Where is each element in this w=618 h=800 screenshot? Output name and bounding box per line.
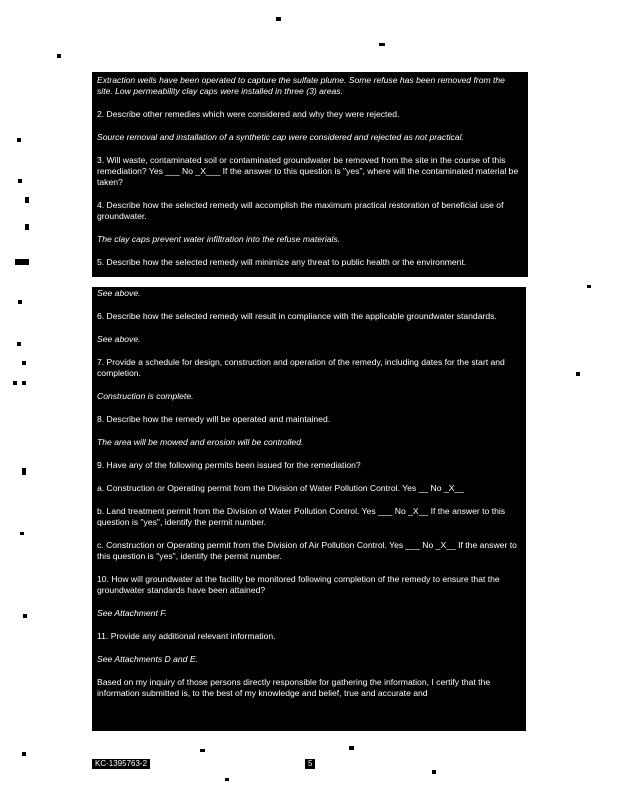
scan-speck xyxy=(22,752,26,756)
question-2: 2. Describe other remedies which were considered and why they were rejected. xyxy=(97,109,400,119)
scan-speck xyxy=(432,770,436,774)
answer-2: Source removal and installation of a synthetic cap were considered and rejected as not practical. xyxy=(97,132,464,142)
answer-7: Construction is complete. xyxy=(97,391,194,401)
question-11: 11. Provide any additional relevant information. xyxy=(97,631,276,641)
question-8: 8. Describe how the remedy will be operated and maintained. xyxy=(97,414,331,424)
scan-speck xyxy=(587,285,591,288)
answer-8: The area will be mowed and erosion will be controlled. xyxy=(97,437,304,447)
scan-speck xyxy=(576,372,580,376)
question-3: 3. Will waste, contaminated soil or contaminated groundwater be removed from the site in the course of this remediation? Yes ___ No _X___ If the answer to this question is "yes", where will the contaminated material be taken? xyxy=(97,155,519,187)
scan-speck xyxy=(22,468,26,475)
scan-speck xyxy=(13,381,17,385)
scan-speck xyxy=(276,17,281,21)
question-9b: b. Land treatment permit from the Division of Water Pollution Control. Yes ___ No _X__ If the answer to this question is "yes", identify the permit number. xyxy=(97,506,506,527)
question-10: 10. How will groundwater at the facility be monitored following completion of the remedy to ensure that the groundwater standards have been attained? xyxy=(97,574,500,595)
answer-5: See above. xyxy=(97,288,141,298)
scan-speck xyxy=(18,179,22,183)
scan-speck xyxy=(20,532,24,535)
question-6: 6. Describe how the selected remedy will result in compliance with the applicable groundwater standards. xyxy=(97,311,497,321)
scan-speck xyxy=(23,614,27,618)
page-number: 5 xyxy=(305,759,315,769)
scan-speck xyxy=(17,342,21,346)
paragraph-remedy-summary: Extraction wells have been operated to capture the sulfate plume. Some refuse has been removed from the site. Low permeability clay caps were installed in three (3) areas. xyxy=(97,75,505,96)
scan-speck xyxy=(379,43,385,46)
scan-speck xyxy=(57,54,61,58)
scan-speck xyxy=(225,778,229,781)
document-text-block-main xyxy=(92,287,526,731)
scan-speck xyxy=(15,259,29,265)
question-9a: a. Construction or Operating permit from the Division of Water Pollution Control. Yes __ No _X__ xyxy=(97,483,465,493)
scan-speck xyxy=(349,746,354,750)
document-id: KC-1395763-2 xyxy=(92,759,150,769)
scan-speck xyxy=(18,300,22,304)
scan-speck xyxy=(25,197,29,203)
answer-4: The clay caps prevent water infiltration into the refuse materials. xyxy=(97,234,341,244)
question-4: 4. Describe how the selected remedy will accomplish the maximum practical restoration of beneficial use of groundwater. xyxy=(97,200,504,221)
answer-11: See Attachments D and E. xyxy=(97,654,198,664)
document-text-block-top xyxy=(92,72,528,277)
answer-10: See Attachment F. xyxy=(97,608,167,618)
question-5: 5. Describe how the selected remedy will minimize any threat to public health or the environment. xyxy=(97,257,467,267)
scan-speck xyxy=(200,749,205,752)
scan-speck xyxy=(22,361,26,365)
answer-6: See above. xyxy=(97,334,141,344)
scan-speck xyxy=(25,224,29,230)
question-9c: c. Construction or Operating permit from the Division of Air Pollution Control. Yes ___ No _X__ If the answer to this question is "yes", identify the permit number. xyxy=(97,540,517,561)
question-7: 7. Provide a schedule for design, construction and operation of the remedy, including dates for the start and completion. xyxy=(97,357,505,378)
scan-speck xyxy=(17,138,21,142)
question-9: 9. Have any of the following permits been issued for the remediation? xyxy=(97,460,361,470)
certification-statement: Based on my inquiry of those persons directly responsible for gathering the information, I certify that the information submitted is, to the best of my knowledge and belief, true and accurate and xyxy=(97,677,491,698)
scan-speck xyxy=(22,381,26,385)
